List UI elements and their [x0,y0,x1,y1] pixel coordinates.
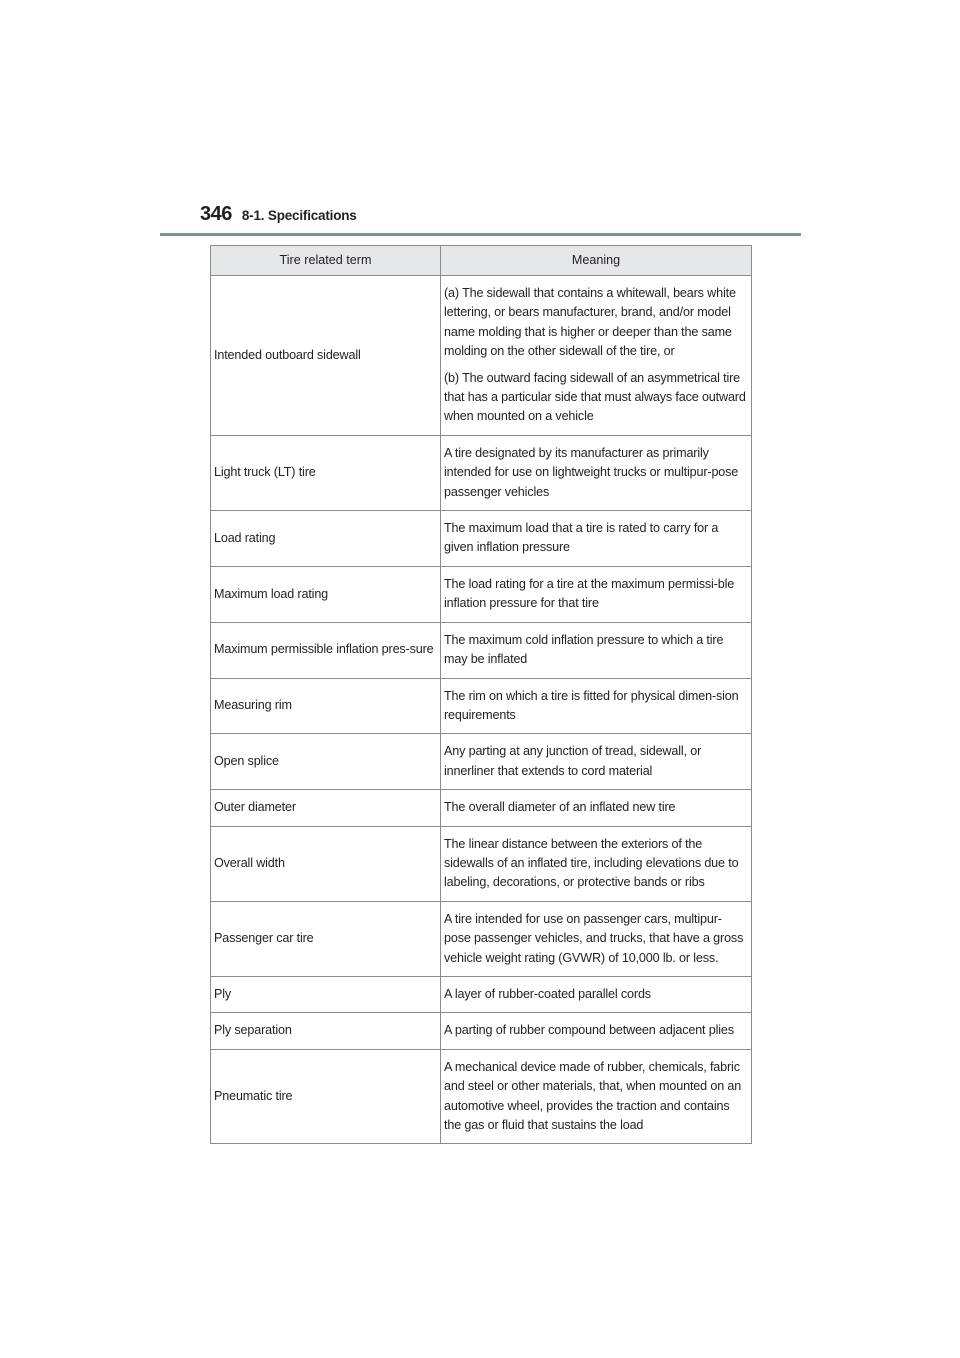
page-header [200,203,357,233]
term-cell: Ply separation [211,1013,441,1049]
meaning-cell [441,826,752,901]
column-header-meaning: Meaning [441,246,752,276]
table-header-row [211,246,752,276]
meaning-paragraph: Any parting at any junction of tread, sidewall, or innerliner that extends to cord material [444,744,702,778]
table-row [211,976,752,1012]
term-cell: Passenger car tire [211,901,441,976]
meaning-cell [441,976,752,1012]
meaning-paragraph: A tire intended for use on passenger cars, multipur-pose passenger vehicles, and trucks, that have a gross vehicle weight rating (GVWR) of 10,000 lb. or less. [444,911,744,965]
term-cell: Measuring rim [211,678,441,734]
meaning-paragraph: The overall diameter of an inflated new tire [444,800,676,815]
term-cell: Ply [211,976,441,1012]
table-row [211,435,752,510]
table-row [211,1049,752,1144]
meaning-cell [441,622,752,678]
table-row [211,622,752,678]
meaning-cell [441,1049,752,1144]
meaning-cell [441,276,752,436]
term-cell: Intended outboard sidewall [211,276,441,436]
meaning-paragraph: A tire designated by its manufacturer as primarily intended for use on lightweight trucks or multipur-pose passenger vehicles [444,445,739,499]
meaning-paragraph: (a) The sidewall that contains a whitewall, bears white lettering, or bears manufacturer, brand, and/or model name molding that is higher or deeper than the same molding on the other sidewall of the tire, or [444,286,736,359]
meaning-cell [441,901,752,976]
meaning-cell [441,678,752,734]
table-row [211,826,752,901]
meaning-cell [441,435,752,510]
meaning-cell [441,734,752,790]
table-row [211,790,752,826]
meaning-cell [441,1013,752,1049]
term-cell: Light truck (LT) tire [211,435,441,510]
table-row [211,678,752,734]
meaning-paragraph: A layer of rubber-coated parallel cords [444,986,651,1001]
term-cell: Overall width [211,826,441,901]
meaning-paragraph: The load rating for a tire at the maximum permissi-ble inflation pressure for that tire [444,576,735,611]
tire-terms-table [210,245,752,1144]
meaning-paragraph: A parting of rubber compound between adjacent plies [444,1023,734,1038]
table-body [211,276,752,1144]
term-cell: Outer diameter [211,790,441,826]
page-number: 346 [200,203,232,225]
meaning-paragraph: The maximum load that a tire is rated to carry for a given inflation pressure [444,521,719,555]
meaning-paragraph: The rim on which a tire is fitted for physical dimen-sion requirements [444,688,739,722]
column-header-term: Tire related term [211,246,441,276]
term-cell: Pneumatic tire [211,1049,441,1144]
table-row [211,511,752,567]
meaning-cell [441,790,752,826]
term-cell: Load rating [211,511,441,567]
meaning-cell [441,566,752,622]
meaning-paragraph: A mechanical device made of rubber, chemicals, fabric and steel or other materials, that, when mounted on an automotive wheel, provides the traction and contains the gas or fluid that sustains the load [444,1059,742,1132]
section-title: 8-1. Specifications [241,208,357,223]
table-row [211,566,752,622]
table-row [211,276,752,436]
table-row [211,734,752,790]
meaning-paragraph: The maximum cold inflation pressure to which a tire may be inflated [444,632,724,667]
header-rule [160,233,801,236]
meaning-cell [441,511,752,567]
term-cell: Maximum permissible inflation pres-sure [211,622,441,678]
term-cell: Open splice [211,734,441,790]
meaning-paragraph: (b) The outward facing sidewall of an asymmetrical tire that has a particular side that must always face outward when mounted on a vehicle [444,370,746,424]
table-row [211,1013,752,1049]
meaning-paragraph: The linear distance between the exteriors of the sidewalls of an inflated tire, including elevations due to labeling, decorations, or protective bands or ribs [444,836,739,890]
term-cell: Maximum load rating [211,566,441,622]
table-row [211,901,752,976]
